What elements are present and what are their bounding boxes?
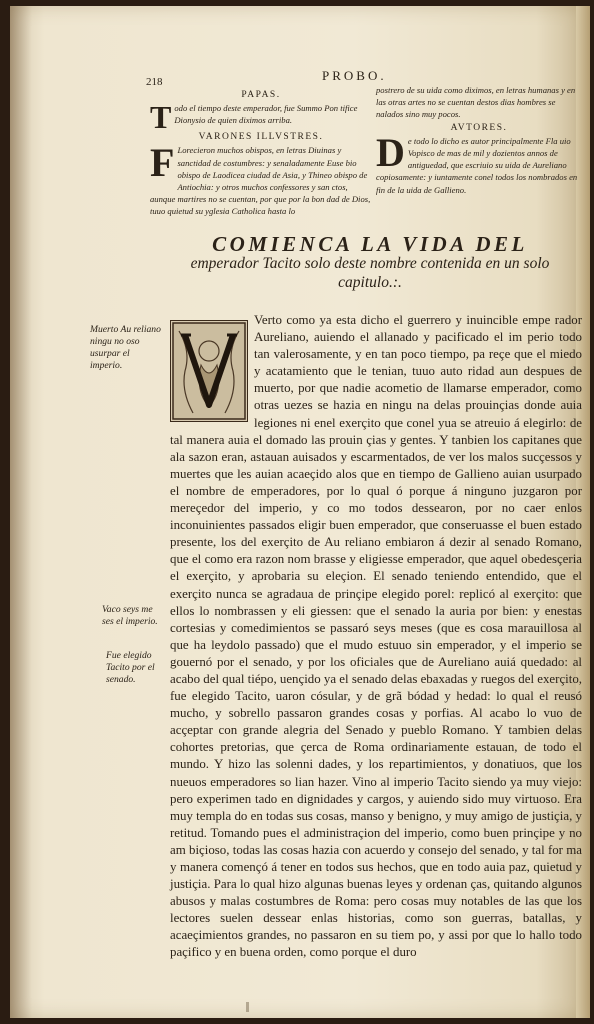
drop-cap-f: F: [150, 140, 175, 186]
chapter-title: COMIENCA LA VIDA DEL: [212, 232, 528, 256]
page-mark: [246, 1002, 249, 1012]
page-number: 218: [146, 76, 163, 88]
autores-text: e todo lo dicho es autor principalmente Fla uio Vopisco de mas de mil y dozientos annos de antiguedad, que escriuio su uida de Aureliano copiosamente: y iuntamente conel todos los nombrados en fin de la uida de Gallieno.: [376, 135, 578, 195]
margin-note-1: [90, 324, 164, 372]
running-title: PROBO.: [322, 68, 387, 83]
left-column: [150, 88, 372, 218]
autores-paragraph: [376, 129, 582, 196]
margin-note-text: Vaco seys me ses el imperio.: [102, 604, 158, 627]
varones-text: Lorecieron muchos obispos, en letras Diuinas y sanctidad de costumbres: y senaladamente Euse bio obispo de Laodicea ciudad de Asia, y Thineo obispo de Antiochia: y otros muchos confessores y san ctos, aunque martires no se cuentan, por que por la bon dad de Dios, tuuo quietud su yglesia Catholica hasta lo: [150, 145, 371, 217]
initial-placeholder: [170, 316, 250, 420]
right-column: [376, 84, 582, 196]
continuation-paragraph: postrero de su uida como diximos, en letras humanas y en las otras artes no se cuentan destos dias hombres se nalados sino muy pocos.: [376, 85, 576, 120]
papas-text: odo el tiempo deste emperador, fue Summo Pon tifice Dionysio de quien diximos arriba.: [174, 103, 358, 126]
margin-note-2: [102, 604, 166, 628]
body-paragraph: Verto como ya esta dicho el guerrero y inuincible empe rador Aureliano, auiendo el allanado y pacificado el im perio todo tan valerosamente, y en tan poco tiempo, pa reçe que el miedo y acatamiento que le tenian, tuuo auto ridad aun despues de muerto, por que nadie acometio de llamarse emperador, como otras uezes se hazia en ningu na delas prouinçias donde auia legiones ni enel exerçito que conel yua se atreuio á elegirlo: de tal manera auia el domado las prouin çias y gentes. Y tanbien los capitanes que ala sazon eran, astauan auisados y escarmentados, de ver los malos sucçessos y muertes que les auian acaeçido alos que en tiempo de Gallieno auian usurpado el nombre de emperadores, por lo qual ó porque á ninguno juzgaron por mereçedor del imperio, y co mo todos dessearon, por no caer enlos inconuinientes passados eligir buen emperador, que conseruasse el buen estado presente, los del exerçito de Au reliano embiaron á dezir al senado Romano, que el como era razon nom brasse y eligiesse emperador, que aquel obedesçeria el exerçito, y aprobaria su eleçion. El senado teniendo entendido, que el exerçito nunca se agradaua de prinçipe elegido porel: replicó al exerçito: que ellos lo nombrassen y eli giessen: que el senado la auria por bien: y enestas cortesias y comedimientos se passaró seys meses (que es cosa marauillosa al que ha leydolo passado) que el mudo estuuo sin emperador, y el imperio se gouernó por el senado, y por los oficiales que de Aureliano auiá quedado: al acabo del qual tiépo, uençido ya el senado delas ebaxadas y ruegos del exerçito, fue elegido Tacito, uaron cósular, y de grã bódad y hedad: lo qual el reusó mucho, y sobrello passaron grandes cosas y porfias. Al acabo lo vuo de acçeptar con grande alegria del Senado y pueblo Romano. Y tambien delas cohortes pretorias, que çerca de Roma ordinariamente estauan, de todo el mundo. Y hizo las solenni dades, y los repartimientos, y donatiuos, que los nueuos emperadores so lian hazer. Vino al imperio Tacito siendo ya muy viejo: pero experimen tado en dignidades y cargos, y auiendo sido muy virtuoso. Era muy templa do en todas sus cosas, manso y benigno, y muy amigo de justiçia, y retitud. Tomando pues el administraçion del imperio, como buen prinçipe y no am biçioso, todas las cosas hazia con acuerdo y consejo del senado, y tal for ma y manera començó á tener en todos sus hechos, que en todo auia paz, quietud y justiçia. Para lo qual hizo algunas buenas leyes y ordenan ças, quitando algunos abusos y malas costumbres de Roma: pero cosas muy notables de las que los lectores suelen dessear enlas historias, como son guerras, batallas, y acaeçimientos grandes, no passaron en su tiem po, y assi por que lo hallo todo paçifico y en buena orden, como porque el duro: [170, 313, 582, 960]
drop-cap-d: D: [376, 129, 405, 175]
drop-cap-t: T: [150, 99, 172, 136]
gutter-shadow: [10, 6, 32, 1018]
section-heading-varones: VARONES ILLVSTRES.: [198, 132, 324, 143]
chapter-subtitle: emperador Tacito solo deste nombre contenida en un solo capitulo.:.: [190, 255, 550, 291]
margin-note-3: [106, 650, 168, 686]
papas-paragraph: [150, 99, 372, 136]
book-page: [10, 6, 582, 1018]
margin-note-text: Fue elegido Tacito por el senado.: [106, 650, 155, 685]
varones-paragraph: [150, 140, 372, 217]
section-heading-papas: PAPAS.: [241, 90, 281, 100]
section-heading-autores: AVTORES.: [450, 122, 508, 133]
margin-note-text: Muerto Au reliano ningu no oso usurpar el imperio.: [90, 324, 161, 371]
main-body-text: [170, 312, 582, 962]
